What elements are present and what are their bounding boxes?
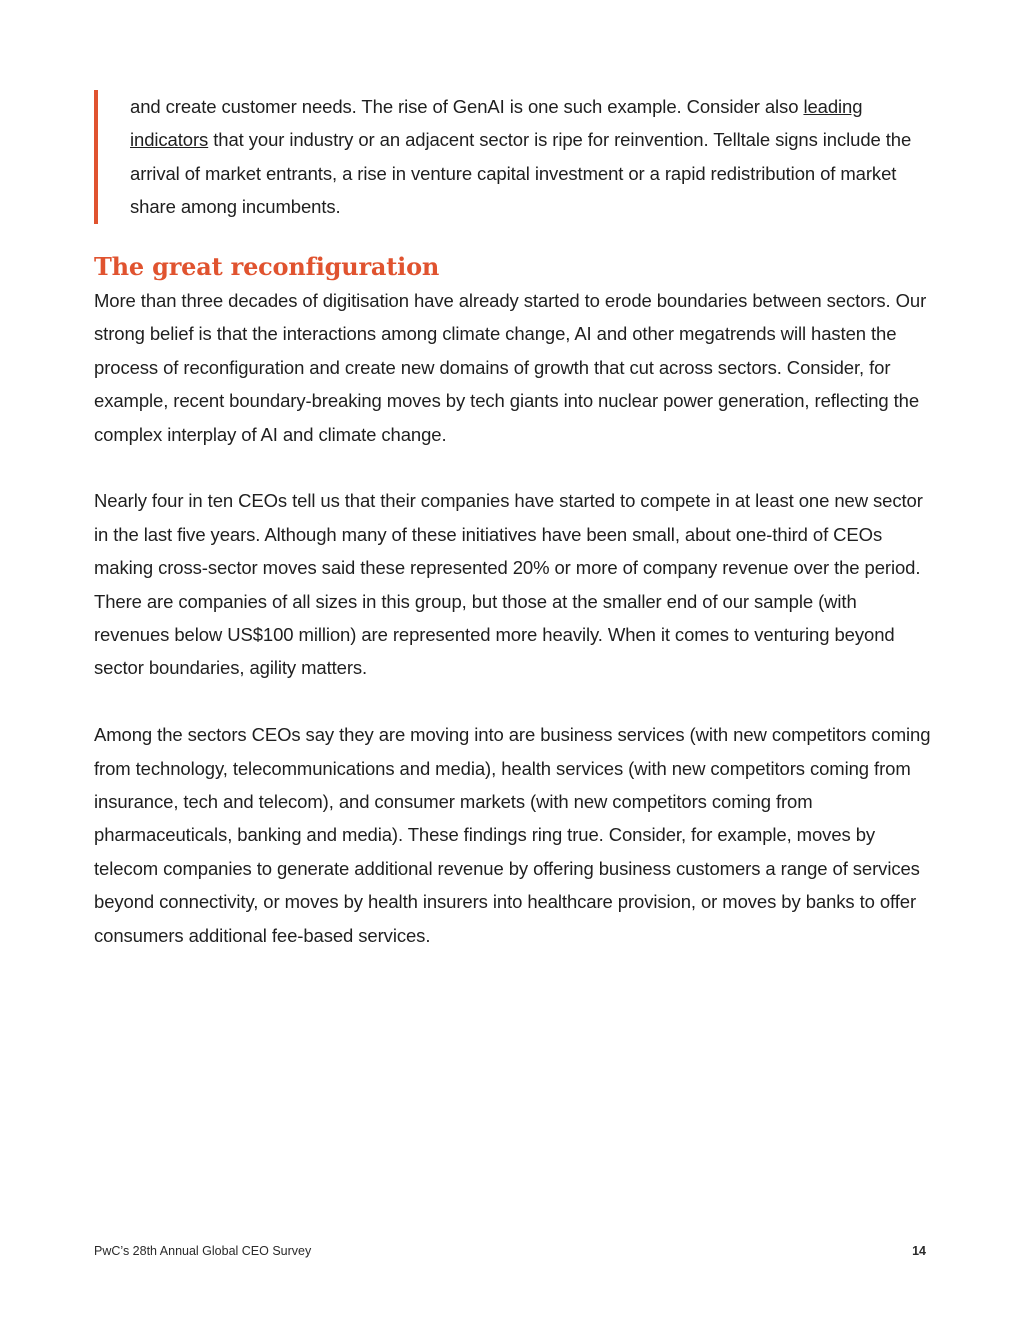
page-footer (94, 1244, 926, 1258)
footer-title: PwC’s 28th Annual Global CEO Survey (94, 1244, 312, 1258)
body-paragraph-1: More than three decades of digitisation have already started to erode boundaries between sectors. Our strong belief is that the interactions among climate change, AI and other megatrends will hasten the process of reconfiguration and create new domains of growth that cut across sectors. Consider, for example, recent boundary-breaking moves by tech giants into nuclear power generation, reflecting the complex interplay of AI and climate change. (94, 290, 927, 445)
leading-indicators-link[interactable]: leading indicators (130, 96, 863, 151)
body-paragraph-3: Among the sectors CEOs say they are moving into are business services (with new competitors coming from technology, telecommunications and media), health services (with new competitors coming from insurance, tech and telecom), and consumer markets (with new competitors coming from pharmaceuticals, banking and media). These findings ring true. Consider, for example, moves by telecom companies to generate additional revenue by offering business customers a range of services beyond connectivity, or moves by health insurers into healthcare provision, or moves by banks to offer consumers additional fee-based services. (94, 724, 931, 946)
body-paragraph-2: Nearly four in ten CEOs tell us that their companies have started to compete in at least one new sector in the last five years. Although many of these initiatives have been small, about one-third of CEOs making cross-sector moves said these represented 20% or more of company revenue over the period. There are companies of all sizes in this group, but those at the smaller end of our sample (with revenues below US$100 million) are represented more heavily. When it comes to venturing beyond sector boundaries, agility matters. (94, 490, 923, 679)
page-number: 14 (912, 1244, 926, 1258)
callout-text-part-1: and create customer needs. The rise of GenAI is one such example. Consider also (130, 96, 804, 117)
section-heading: The great reconfiguration (94, 252, 440, 281)
section-great-reconfiguration (94, 250, 934, 985)
callout-text-part-2: that your industry or an adjacent sector is ripe for reinvention. Telltale signs include the arrival of market entrants, a rise in venture capital investment or a rapid redistribution of market share among incumbents. (130, 129, 912, 218)
callout-text (130, 90, 930, 224)
callout-quote (94, 90, 930, 224)
